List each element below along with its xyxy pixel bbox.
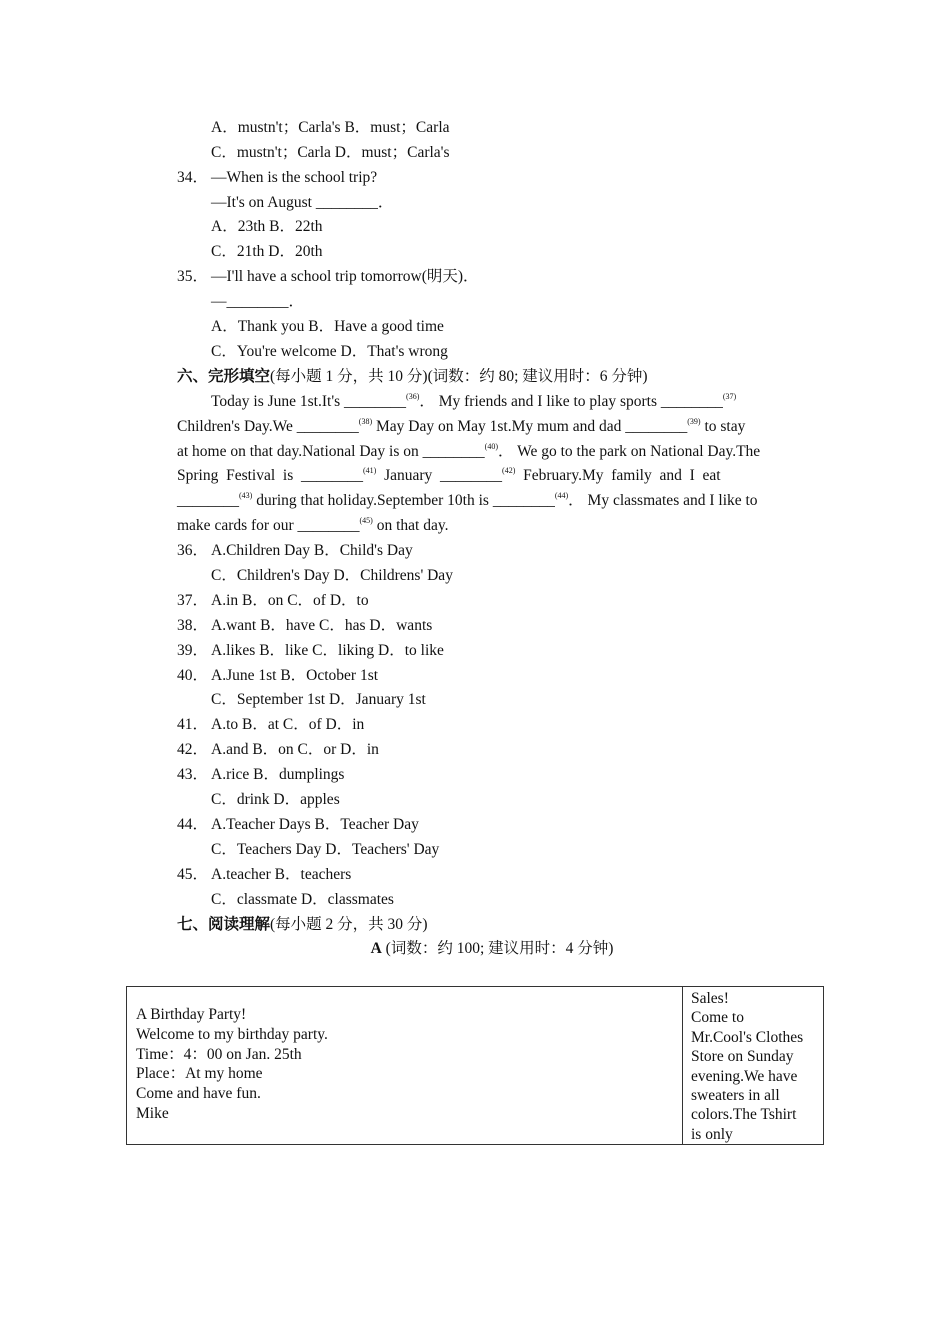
cloze-passage [177, 390, 807, 539]
q43-options-ab: A.rice B．dumplings [211, 766, 345, 783]
cloze-line-5 [177, 489, 807, 514]
cloze-line-3 [177, 440, 807, 465]
q40-options-ab: A.June 1st B．October 1st [211, 667, 379, 684]
q39-options: A.likes B．like C．liking D．to like [211, 642, 444, 659]
q35-reply: —________． [211, 293, 305, 310]
q45-options-cd: C．classmate D．classmates [211, 891, 394, 908]
cloze-line-1 [177, 390, 807, 415]
notice-line: Mr.Cool's Clothes [691, 1028, 804, 1046]
q36-options-cd: C．Children's Day D．Childrens' Day [211, 567, 453, 584]
q34-reply: —It's on August ________． [211, 194, 394, 211]
section6-heading-info: (每小题 1 分，共 10 分)(词数：约 80; 建议用时：6 分钟) [270, 368, 648, 385]
section7-heading-title: 七、阅读理解 [177, 916, 271, 933]
section7-heading [177, 915, 428, 935]
q33-options-cd: C．mustn't；Carla D．must；Carla's [211, 144, 450, 161]
reading-a-info: (词数：约 100; 建议用时：4 分钟) [381, 940, 614, 957]
notice-line: colors.The Tshirt [691, 1106, 797, 1124]
q38-number: 38． [177, 617, 209, 634]
q35-number: 35． [177, 268, 209, 285]
reading-notice-table [126, 986, 824, 1145]
cloze-line-6 [177, 514, 807, 539]
q37-number: 37． [177, 592, 209, 609]
q45-number: 45． [177, 866, 209, 883]
sales-notice [683, 987, 824, 1145]
cloze-text: ________$^{(43)}$ during that holiday.September 10th is ________$^{(44)}$． My classmates and I like to [177, 491, 758, 510]
notice-line: Come and have fun. [136, 1085, 261, 1103]
section7-heading-info: (每小题 2 分，共 30 分) [270, 916, 428, 933]
q41-number: 41． [177, 716, 209, 733]
cloze-text: at home on that day.National Day is on ________$^{(40)}$． We go to the park on National Day.The [177, 441, 761, 460]
q36-number: 36． [177, 542, 209, 559]
q34-stem: —When is the school trip? [211, 169, 378, 186]
q40-options-cd: C．September 1st D．January 1st [211, 691, 426, 708]
notice-line: Store on Sunday [691, 1048, 794, 1066]
q42-number: 42． [177, 741, 209, 758]
reading-a-heading [0, 939, 950, 959]
q44-options-ab: A.Teacher Days B．Teacher Day [211, 816, 419, 833]
notice-line: Time：4：00 on Jan. 25th [136, 1045, 302, 1063]
reading-a-label: A [370, 940, 382, 957]
q34-number: 34． [177, 169, 209, 186]
q45-options-ab: A.teacher B．teachers [211, 866, 352, 883]
birthday-party-notice [127, 987, 683, 1145]
cloze-line-2 [177, 415, 807, 440]
notice-line: Sales! [691, 990, 729, 1007]
q37-options: A.in B．on C．of D．to [211, 592, 369, 609]
section6-heading-title: 六、完形填空 [177, 368, 271, 385]
q35-options-cd: C．You're welcome D．That's wrong [211, 343, 448, 360]
cloze-text: Today is June 1st.It's ________$^{(36)}$． My friends and I like to play sports ________$^{(37)}$ [211, 392, 737, 410]
q41-options: A.to B．at C．of D．in [211, 716, 365, 733]
q38-options: A.want B．have C．has D．wants [211, 617, 433, 634]
q43-options-cd: C．drink D．apples [211, 791, 340, 808]
notice-line: A Birthday Party! [136, 1006, 247, 1023]
q34-options-ab: A．23th B．22th [211, 218, 323, 235]
cloze-line-4 [177, 464, 807, 489]
q39-number: 39． [177, 642, 209, 659]
notice-line: Mike [136, 1104, 169, 1122]
notice-line: sweaters in all [691, 1087, 780, 1105]
q42-options: A.and B．on C．or D．in [211, 741, 379, 758]
q44-number: 44． [177, 816, 209, 833]
notice-line: Place：At my home [136, 1065, 263, 1083]
q43-number: 43． [177, 766, 209, 783]
q34-options-cd: C．21th D．20th [211, 243, 323, 260]
cloze-text: Spring Festival is ________$^{(41)}$ January ________$^{(42)}$ February.My family and I eat [177, 466, 721, 485]
notice-line: is only [691, 1125, 733, 1143]
notice-line: Welcome to my birthday party. [136, 1025, 328, 1043]
section6-heading [177, 367, 648, 387]
q33-options-ab: A．mustn't；Carla's B．must；Carla [211, 119, 450, 136]
q36-options-ab: A.Children Day B．Child's Day [211, 542, 413, 559]
notice-line: evening.We have [691, 1067, 798, 1085]
q35-stem: —I'll have a school trip tomorrow(明天)． [211, 268, 479, 285]
q35-options-ab: A．Thank you B．Have a good time [211, 318, 444, 335]
notice-line: Come to [691, 1009, 744, 1027]
q40-number: 40． [177, 667, 209, 684]
q44-options-cd: C．Teachers Day D．Teachers' Day [211, 841, 440, 858]
cloze-text: Children's Day.We ________$^{(38)}$ May Day on May 1st.My mum and dad ________$^{(39)}$ to stay [177, 416, 746, 435]
cloze-text: make cards for our ________$^{(45)}$ on that day. [177, 515, 449, 534]
